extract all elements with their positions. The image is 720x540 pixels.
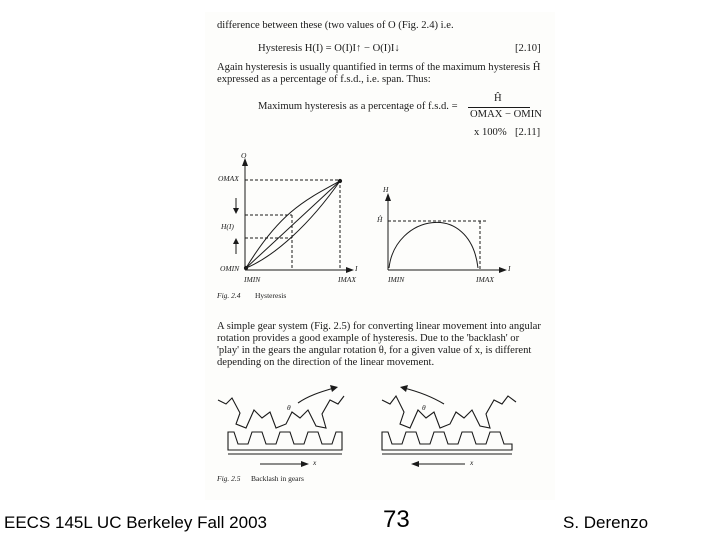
- right-theta-arrowhead: [400, 385, 408, 392]
- paragraph-2-line-4: depending on the direction of the linear movement.: [217, 357, 435, 368]
- right-theta-arc: [404, 388, 444, 404]
- paragraph-2-line-2: rotation provides a good example of hysteresis. Due to the 'backlash' or: [217, 333, 520, 344]
- left-gear-outline: [218, 396, 344, 428]
- h-of-i-label: H(I): [221, 222, 234, 231]
- right-rack: [382, 432, 512, 450]
- left-plot-x-label: I: [355, 264, 358, 273]
- footer-page-number: 73: [383, 506, 410, 533]
- equation-2-10: Hysteresis H(I) = O(I)I↑ − O(I)I↓: [258, 43, 400, 54]
- h-hat-label: Ĥ: [377, 215, 383, 224]
- left-theta-arrowhead: [330, 385, 338, 392]
- right-imax-label: IMAX: [476, 275, 494, 284]
- paragraph-2-line-1: A simple gear system (Fig. 2.5) for converting linear movement into angular: [217, 321, 541, 332]
- right-theta-label: θ: [422, 403, 426, 412]
- equation-2-11-number: [2.11]: [515, 127, 541, 138]
- right-plot-x-label: I: [508, 264, 511, 273]
- left-imin-label: IMIN: [244, 275, 261, 284]
- equation-2-11: Maximum hysteresis as a percentage of f.s.d. =: [258, 101, 458, 112]
- left-theta-arc: [298, 388, 334, 403]
- right-gear-outline: [382, 396, 516, 428]
- footer-course: EECS 145L UC Berkeley Fall 2003: [4, 513, 268, 532]
- equation-2-11-suffix: x 100%: [474, 127, 507, 138]
- fig-2-4-number: Fig. 2.4: [217, 291, 241, 300]
- left-x-arrowhead: [301, 461, 309, 467]
- omin-label: OMIN: [220, 264, 240, 273]
- left-plot-y-label: O: [241, 151, 247, 160]
- right-x-arrowhead: [411, 461, 419, 467]
- paragraph-2-line-3: 'play' in the gears the angular rotation θ, for a given value of x, is different: [217, 345, 532, 356]
- left-x-label: x: [313, 458, 317, 467]
- paragraph-1-line-2: expressed as a percentage of f.s.d., i.e. span. Thus:: [217, 74, 431, 85]
- fig-2-5-number: Fig. 2.5: [217, 474, 241, 483]
- right-imin-label: IMIN: [388, 275, 405, 284]
- omax-label: OMAX: [218, 174, 239, 183]
- footer-author: S. Derenzo: [563, 513, 649, 532]
- left-rack: [228, 432, 342, 450]
- left-theta-label: θ: [287, 403, 291, 412]
- intro-line: difference between these (two values of O (Fig. 2.4) i.e.: [217, 20, 454, 31]
- right-x-label: x: [470, 458, 474, 467]
- paragraph-1-line-1: Again hysteresis is usually quantified in terms of the maximum hysteresis Ĥ: [217, 62, 541, 73]
- equation-2-10-number: [2.10]: [515, 43, 541, 54]
- fig-2-5-title: Backlash in gears: [251, 474, 304, 483]
- equation-2-11-numerator: Ĥ: [494, 93, 502, 104]
- equation-2-11-denominator: OMAX − OMIN: [470, 109, 542, 120]
- fig-2-4-title: Hysteresis: [255, 291, 287, 300]
- right-plot-y-label: H: [383, 185, 389, 194]
- left-imax-label: IMAX: [338, 275, 356, 284]
